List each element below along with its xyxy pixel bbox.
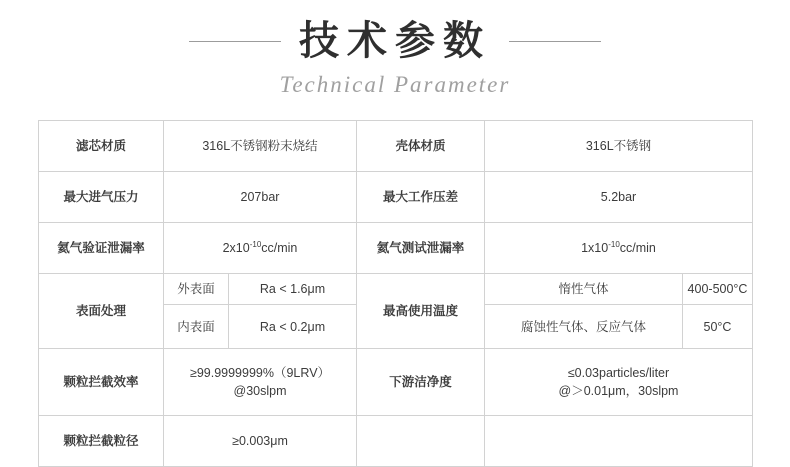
cell-shell-material-value: 316L不锈钢 (485, 121, 753, 172)
cell-helium-test-leak-value (485, 223, 753, 274)
table-row (39, 274, 753, 305)
downstream-cleanliness-line2: @＞0.01μm，30slpm (558, 384, 679, 399)
cell-max-inlet-pressure-label: 最大进气压力 (39, 172, 164, 223)
cell-corrosive-gas-name: 腐蚀性气体、反应气体 (485, 305, 683, 349)
spec-table-wrapper (38, 120, 752, 467)
cell-max-inlet-pressure-value: 207bar (164, 172, 357, 223)
table-row (39, 349, 753, 416)
cell-surface-treatment-label: 表面处理 (39, 274, 164, 349)
cell-max-service-temp-label: 最高使用温度 (357, 274, 485, 349)
cell-particle-efficiency-label: 颗粒拦截效率 (39, 349, 164, 416)
helium-verify-leak-exponent: -10 (249, 239, 262, 249)
cell-filter-material-label: 滤芯材质 (39, 121, 164, 172)
cell-downstream-cleanliness-label: 下游洁净度 (357, 349, 485, 416)
cell-max-working-differential-label: 最大工作压差 (357, 172, 485, 223)
table-row (39, 172, 753, 223)
cell-particle-efficiency-value (164, 349, 357, 416)
cell-inert-gas-name: 惰性气体 (485, 274, 683, 305)
cell-filter-material-value: 316L不锈钢粉末烧结 (164, 121, 357, 172)
cell-surface-outer-name: 外表面 (164, 274, 229, 305)
title-rule-left (189, 41, 281, 42)
cell-downstream-cleanliness-value (485, 349, 753, 416)
cell-helium-verify-leak-value (164, 223, 357, 274)
particle-efficiency-line2: @30slpm (233, 384, 287, 399)
cell-particle-size-label: 颗粒拦截粒径 (39, 416, 164, 467)
cell-particle-size-value: ≥0.003μm (164, 416, 357, 467)
cell-surface-inner-name: 内表面 (164, 305, 229, 349)
table-row (39, 416, 753, 467)
cell-empty-label (357, 416, 485, 467)
cell-max-working-differential-value: 5.2bar (485, 172, 753, 223)
title-row (0, 18, 790, 64)
helium-test-leak-exponent: -10 (608, 239, 620, 249)
helium-verify-leak-post: cc/min (261, 241, 298, 256)
table-row (39, 223, 753, 274)
cell-surface-inner-value: Ra < 0.2μm (229, 305, 357, 349)
cell-helium-test-leak-label: 氦气测试泄漏率 (357, 223, 485, 274)
cell-inert-gas-value: 400-500°C (683, 274, 753, 305)
page-title: 技术参数 (299, 19, 491, 63)
cell-shell-material-label: 壳体材质 (357, 121, 485, 172)
cell-corrosive-gas-value: 50°C (683, 305, 753, 349)
particle-efficiency-line1: ≥99.9999999%（9LRV） (189, 366, 331, 380)
title-rule-right (509, 41, 601, 42)
helium-test-leak-pre: 1x10 (581, 241, 609, 256)
page-subtitle: Technical Parameter (279, 72, 511, 97)
downstream-cleanliness-line1: ≤0.03particles/liter (567, 366, 670, 380)
table-row (39, 121, 753, 172)
cell-surface-outer-value: Ra < 1.6μm (229, 274, 357, 305)
helium-verify-leak-pre: 2x10 (222, 241, 250, 256)
cell-empty-value (485, 416, 753, 467)
helium-test-leak-post: cc/min (619, 241, 656, 256)
cell-helium-verify-leak-label: 氦气验证泄漏率 (39, 223, 164, 274)
spec-table (38, 120, 753, 467)
page-header (0, 0, 790, 98)
